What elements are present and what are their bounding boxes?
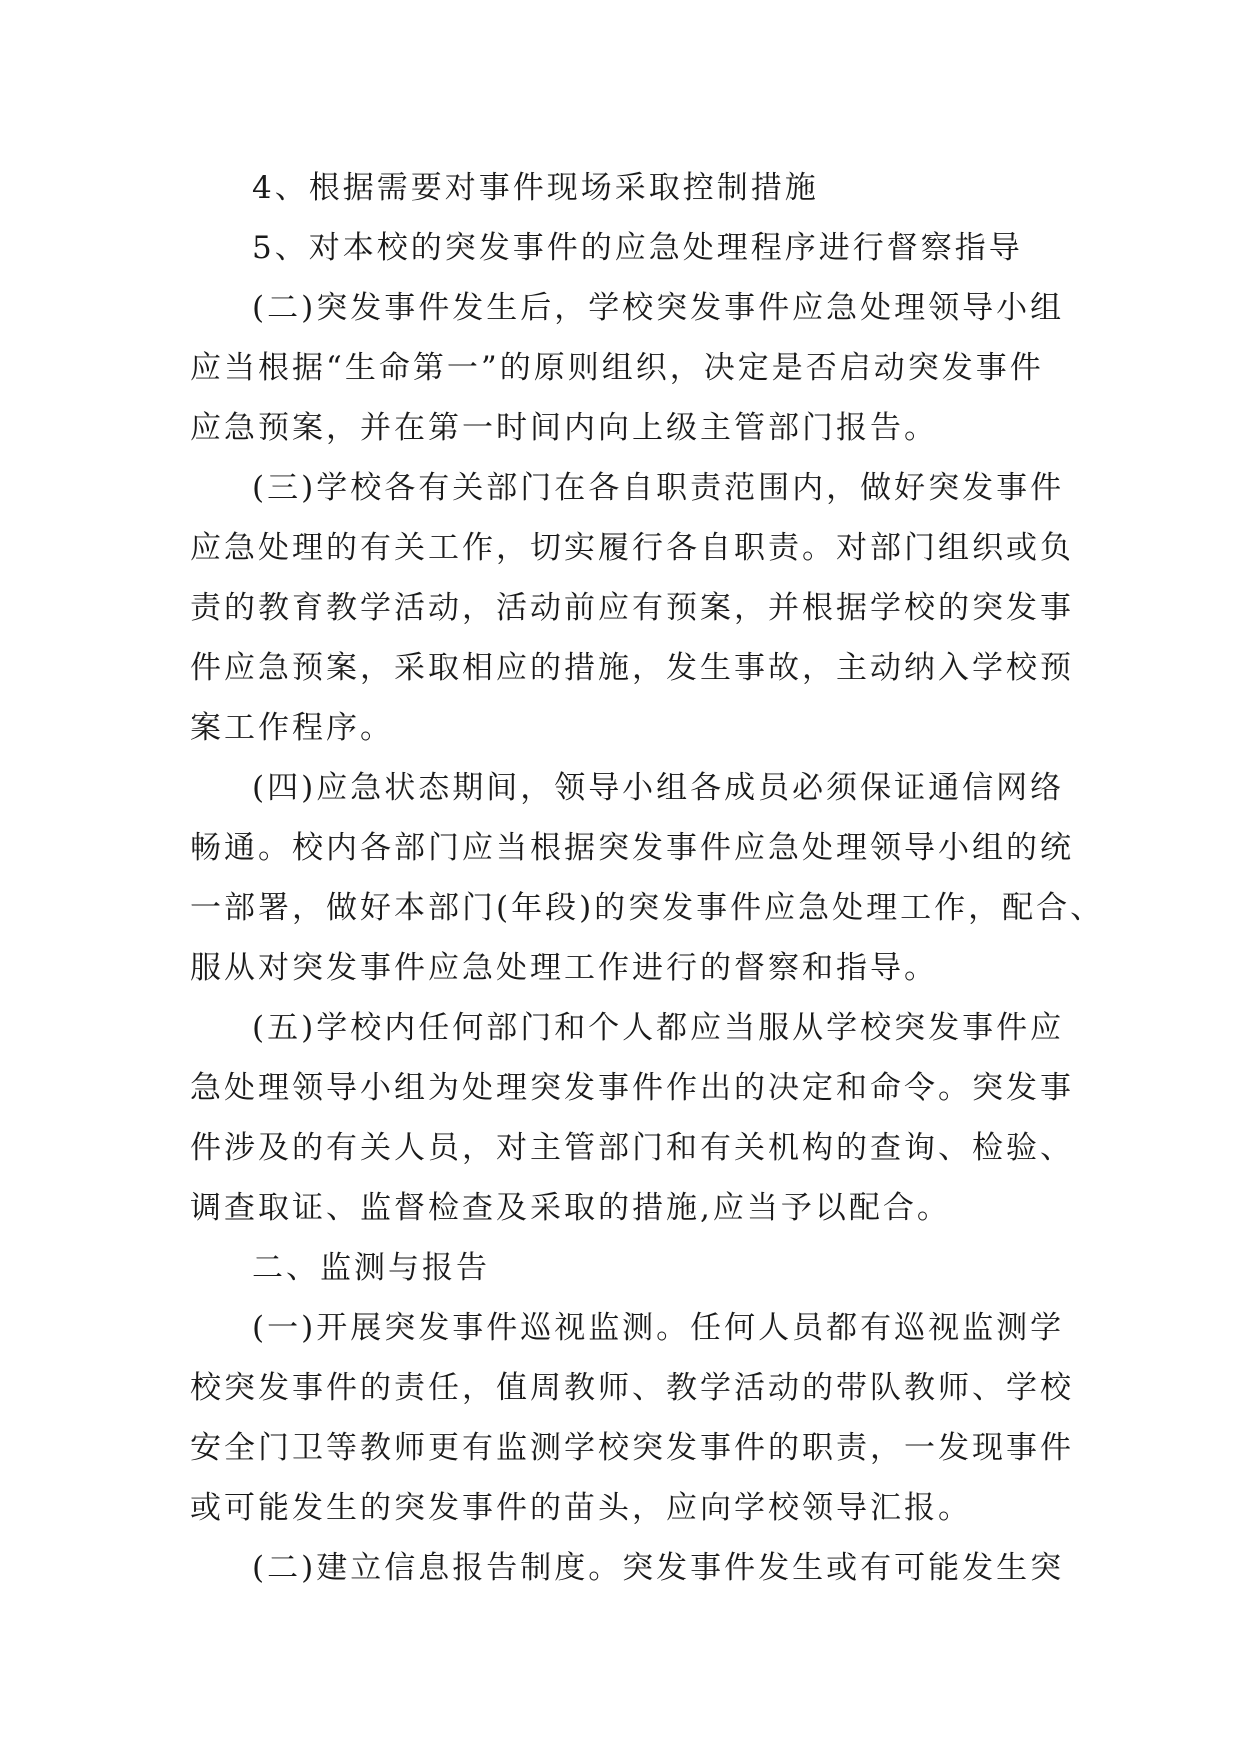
paragraph-monitoring-2: [190, 1538, 1065, 1598]
text-line: 急处理领导小组为处理突发事件作出的决定和命令。突发事: [190, 1070, 1074, 1106]
paragraph-section-5: [190, 998, 1074, 1238]
text-line: 校突发事件的责任，值周教师、教学活动的带队教师、学校: [190, 1370, 1074, 1406]
text-line: (二)建立信息报告制度。突发事件发生或有可能发生突: [252, 1550, 1065, 1586]
paragraph-section-3: [190, 458, 1074, 758]
text-line: 一部署，做好本部门(年段)的突发事件应急处理工作，配合、: [190, 890, 1105, 926]
text-line: (二)突发事件发生后，学校突发事件应急处理领导小组: [252, 290, 1065, 326]
text-line: (三)学校各有关部门在各自职责范围内，做好突发事件: [252, 470, 1065, 506]
text-line: 5、对本校的突发事件的应急处理程序进行督察指导: [252, 230, 1023, 266]
text-line: 应当根据“生命第一”的原则组织，决定是否启动突发事件: [190, 350, 1044, 386]
text-line: (五)学校内任何部门和个人都应当服从学校突发事件应: [252, 1010, 1065, 1046]
text-line: 应急预案，并在第一时间内向上级主管部门报告。: [190, 410, 938, 446]
paragraph-item-4: [190, 158, 1056, 218]
text-line: 或可能发生的突发事件的苗头，应向学校领导汇报。: [190, 1490, 972, 1526]
text-line: 二、监测与报告: [252, 1250, 490, 1286]
text-line: 畅通。校内各部门应当根据突发事件应急处理领导小组的统: [190, 830, 1074, 866]
paragraph-item-5: [190, 218, 1056, 278]
text-line: 服从对突发事件应急处理工作进行的督察和指导。: [190, 950, 938, 986]
paragraph-section-2: [190, 278, 1065, 458]
text-line: 件应急预案，采取相应的措施，发生事故，主动纳入学校预: [190, 650, 1074, 686]
text-line: 4、根据需要对事件现场采取控制措施: [252, 170, 819, 206]
text-line: (一)开展突发事件巡视监测。任何人员都有巡视监测学: [252, 1310, 1065, 1346]
text-line: 责的教育教学活动，活动前应有预案，并根据学校的突发事: [190, 590, 1074, 626]
text-line: 案工作程序。: [190, 710, 394, 746]
paragraph-monitoring-1: [190, 1298, 1074, 1538]
text-line: (四)应急状态期间，领导小组各成员必须保证通信网络: [252, 770, 1065, 806]
text-line: 调查取证、监督检查及采取的措施,应当予以配合。: [190, 1190, 951, 1226]
document-page: [190, 158, 1105, 1598]
paragraph-section-4: [190, 758, 1105, 998]
text-line: 件涉及的有关人员，对主管部门和有关机构的查询、检验、: [190, 1130, 1074, 1166]
text-line: 安全门卫等教师更有监测学校突发事件的职责，一发现事件: [190, 1430, 1074, 1466]
section-heading-monitoring: [190, 1238, 1056, 1298]
text-line: 应急处理的有关工作，切实履行各自职责。对部门组织或负: [190, 530, 1074, 566]
